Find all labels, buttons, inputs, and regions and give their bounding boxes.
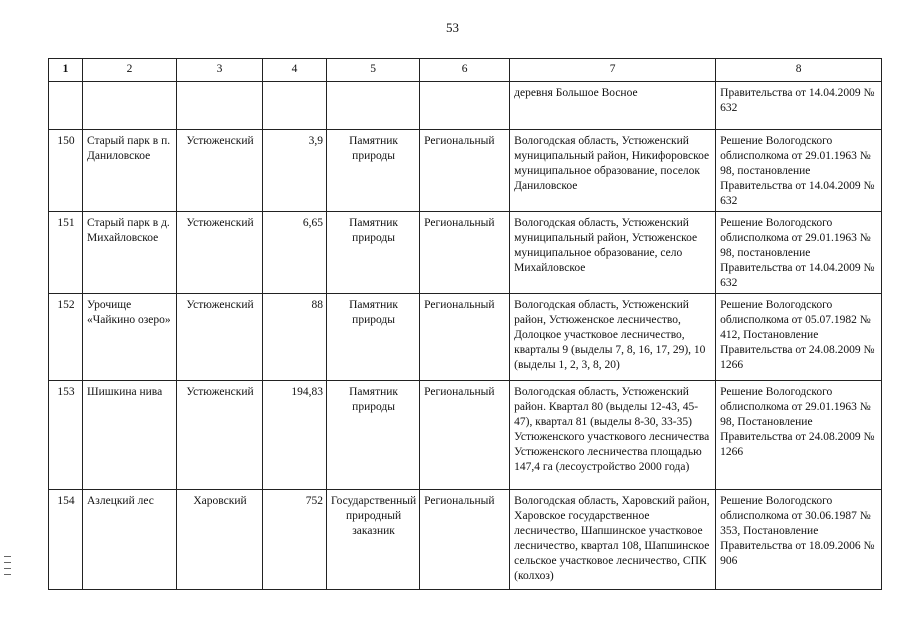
cell-significance: Региональный <box>420 294 510 381</box>
cell-location: Вологодская область, Харовский район, Харовское государственное лесничество, Шапшинское участковое лесничество, квартал 108, Шапшинское сельское участковое лесничество, СПК (колхоз) <box>510 490 716 590</box>
margin-scan-marks <box>4 556 12 582</box>
cell-name: Азлецкий лес <box>83 490 177 590</box>
table-row <box>49 82 882 130</box>
cell-district: Устюженский <box>177 294 263 381</box>
cell-significance: Региональный <box>420 212 510 294</box>
cell-location: деревня Большое Восное <box>510 82 716 130</box>
cell-type: Государственный природный заказник <box>327 490 420 590</box>
table-row <box>49 294 882 381</box>
page-number: 53 <box>446 20 459 35</box>
cell-location: Вологодская область, Устюженский район, Устюженское лесничество, Долоцкое участковое лесничество, кварталы 9 (выделы 7, 8, 16, 17, 29), 10 (выделы 1, 2, 3, 8, 20) <box>510 294 716 381</box>
cell-district <box>177 82 263 130</box>
cell-number: 151 <box>49 212 83 294</box>
column-header: 3 <box>177 59 263 82</box>
cell-district: Харовский <box>177 490 263 590</box>
cell-number: 154 <box>49 490 83 590</box>
column-header: 6 <box>420 59 510 82</box>
cell-document: Решение Вологодского облисполкома от 29.01.1963 № 98, постановление Правительства от 14.04.2009 № 632 <box>716 212 882 294</box>
cell-name: Урочище «Чайкино озеро» <box>83 294 177 381</box>
cell-area: 194,83 <box>263 381 327 490</box>
cell-significance: Региональный <box>420 490 510 590</box>
cell-document: Решение Вологодского облисполкома от 29.01.1963 № 98, постановление Правительства от 14.04.2009 № 632 <box>716 130 882 212</box>
cell-name: Шишкина нива <box>83 381 177 490</box>
cell-number: 153 <box>49 381 83 490</box>
cell-number <box>49 82 83 130</box>
column-header: 5 <box>327 59 420 82</box>
cell-type: Памятник природы <box>327 381 420 490</box>
cell-type: Памятник природы <box>327 294 420 381</box>
column-header: 4 <box>263 59 327 82</box>
cell-area: 88 <box>263 294 327 381</box>
column-header: 2 <box>83 59 177 82</box>
column-header: 1 <box>49 59 83 82</box>
table-row <box>49 212 882 294</box>
cell-location: Вологодская область, Устюженский муниципальный район, Устюженское муниципальное образование, село Михайловское <box>510 212 716 294</box>
table-row <box>49 381 882 490</box>
cell-number: 152 <box>49 294 83 381</box>
cell-area: 6,65 <box>263 212 327 294</box>
cell-district: Устюженский <box>177 130 263 212</box>
cell-type: Памятник природы <box>327 130 420 212</box>
cell-significance: Региональный <box>420 381 510 490</box>
cell-area: 3,9 <box>263 130 327 212</box>
table-row <box>49 490 882 590</box>
cell-document: Решение Вологодского облисполкома от 29.01.1963 № 98, Постановление Правительства от 24.08.2009 № 1266 <box>716 381 882 490</box>
cell-name <box>83 82 177 130</box>
column-header: 7 <box>510 59 716 82</box>
column-header: 8 <box>716 59 882 82</box>
cell-number: 150 <box>49 130 83 212</box>
cell-area <box>263 82 327 130</box>
cell-name: Старый парк в п. Даниловское <box>83 130 177 212</box>
cell-district: Устюженский <box>177 212 263 294</box>
table-header-row <box>49 59 882 82</box>
cell-document: Решение Вологодского облисполкома от 05.07.1982 № 412, Постановление Правительства от 24.08.2009 № 1266 <box>716 294 882 381</box>
cell-location: Вологодская область, Устюженский муниципальный район, Никифоровское муниципальное образование, поселок Даниловское <box>510 130 716 212</box>
cell-name: Старый парк в д. Михайловское <box>83 212 177 294</box>
cell-document: Решение Вологодского облисполкома от 30.06.1987 № 353, Постановление Правительства от 18.09.2006 № 906 <box>716 490 882 590</box>
cell-type: Памятник природы <box>327 212 420 294</box>
cell-document: Правительства от 14.04.2009 № 632 <box>716 82 882 130</box>
cell-significance <box>420 82 510 130</box>
cell-area: 752 <box>263 490 327 590</box>
cell-type <box>327 82 420 130</box>
cell-significance: Региональный <box>420 130 510 212</box>
table-row <box>49 130 882 212</box>
cell-location: Вологодская область, Устюженский район. Квартал 80 (выделы 12-43, 45-47), квартал 81 (выделы 8-30, 33-35) Устюженского участкового лесничества Устюженского лесничества площадью 147,4 га (лесоустройство 2000 года) <box>510 381 716 490</box>
protected-areas-table <box>48 58 882 590</box>
cell-district: Устюженский <box>177 381 263 490</box>
